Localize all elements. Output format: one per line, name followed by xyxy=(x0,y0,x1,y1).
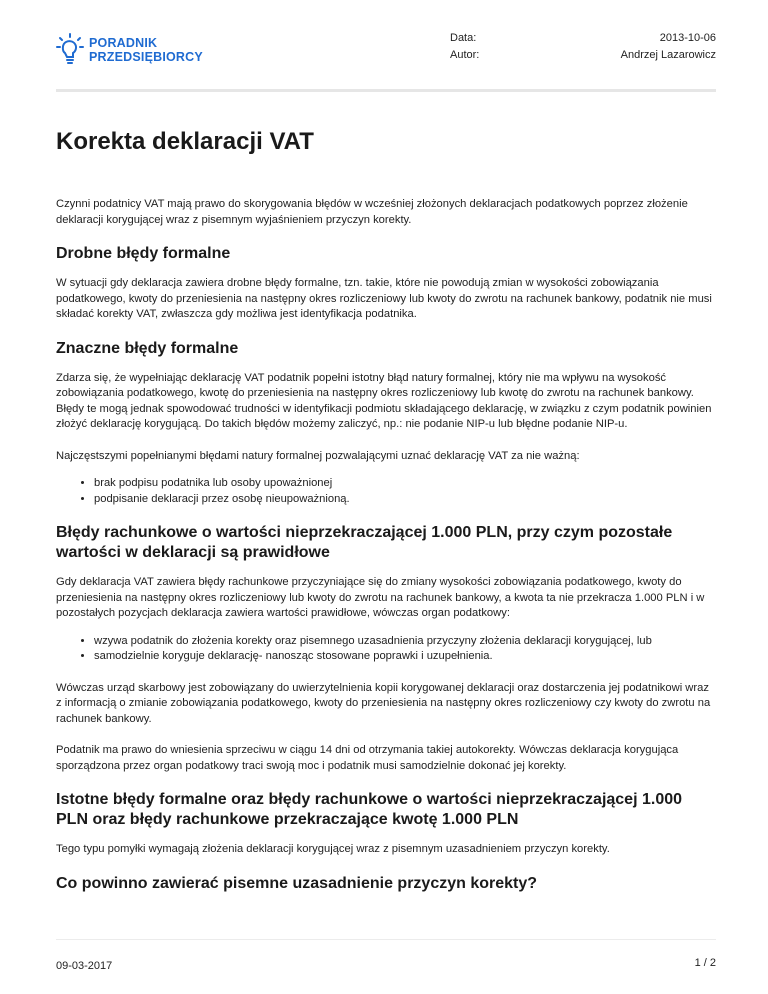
section-minor-errors xyxy=(56,244,716,323)
footer-divider xyxy=(56,939,716,940)
logo[interactable] xyxy=(56,33,203,67)
article-content xyxy=(56,127,716,906)
paragraph: Najczęstszymi popełnianymi błędami natury formalnej pozwalającymi uznać deklarację VAT za nie ważną: xyxy=(56,449,580,462)
section-heading: Błędy rachunkowe o wartości nieprzekraczającej 1.000 PLN, przy czym pozostałe wartości w deklaracji są prawidłowe xyxy=(56,524,673,561)
meta-labels xyxy=(450,30,479,64)
paragraph: W sytuacji gdy deklaracja zawiera drobne błędy formalne, tzn. takie, które nie powodują zmian w wysokości zobowiązania podatkowego, kwoty do przeniesienia na następny okres rozliczeniowy lub kwoty do zwrotu na rachunek bankowy, podatnik nie musi składać korekty VAT, zwłaszcza gdy możliwa jest identyfikacja podatnika. xyxy=(56,277,712,320)
date-label: Data: xyxy=(450,32,477,44)
page-number: 1 / 2 xyxy=(694,957,716,969)
section-justification xyxy=(56,874,716,894)
lightbulb-icon xyxy=(56,33,84,67)
author-label: Autor: xyxy=(450,49,480,61)
logo-line-2: PRZEDSIĘBIORCY xyxy=(89,50,203,64)
section-significant-errors xyxy=(56,790,716,858)
bullet-list xyxy=(56,634,716,665)
section-heading: Co powinno zawierać pisemne uzasadnienie przyczyn korekty? xyxy=(56,874,538,892)
section-heading: Drobne błędy formalne xyxy=(56,245,231,262)
paragraph: Wówczas urząd skarbowy jest zobowiązany do uwierzytelnienia kopii korygowanej deklaracji oraz dostarczenia jej podatnikowi wraz z informacją o zmianie zobowiązania podatkowego, kwoty do przeniesienia na następny okres rozliczeniowy czy kwoty do zwrotu na rachunek bankowy. xyxy=(56,681,711,725)
list-item: • samodzielnie koryguje deklarację- nanosząc stosowane poprawki i uzupełnienia. xyxy=(94,649,716,665)
section-heading: Znaczne błędy formalne xyxy=(56,339,239,357)
meta-values xyxy=(621,30,716,64)
footer-date: 09-03-2017 xyxy=(56,960,113,972)
paragraph: Podatnik ma prawo do wniesienia sprzeciwu w ciągu 14 dni od otrzymania takiej autokorekty. Wówczas deklaracja korygująca sporządzona przez organ podatkowy traci swoją moc i podatnik musi samodzielnie dokonać jej korekty. xyxy=(56,744,679,772)
list-item: • brak podpisu podatnika lub osoby upoważnionej xyxy=(94,476,716,492)
paragraph: Tego typu pomyłki wymagają złożenia deklaracji korygującej wraz z pisemnym uzasadnieniem przyczyn korekty. xyxy=(56,843,610,855)
section-calc-errors-small xyxy=(56,523,716,774)
bullet-list xyxy=(56,476,716,507)
page-title: Korekta deklaracji VAT xyxy=(56,128,314,155)
list-item: • wzywa podatnik do złożenia korekty oraz pisemnego uzasadnienia przyczyny złożenia deklaracji korygującej, lub xyxy=(94,634,716,650)
logo-text xyxy=(89,36,203,64)
logo-line-1: PORADNIK xyxy=(89,36,158,50)
date-value: 2013-10-06 xyxy=(659,32,716,44)
author-value: Andrzej Lazarowicz xyxy=(620,49,716,61)
page-header xyxy=(0,0,768,90)
list-item: • podpisanie deklaracji przez osobę nieupoważnioną. xyxy=(94,492,716,508)
paragraph: Gdy deklaracja VAT zawiera błędy rachunkowe przyczyniające się do zmiany wysokości zobowiązania podatkowego, kwoty do przeniesienia na następny okres rozliczeniowy lub kwoty do zwrotu na rachunek bankowy, a kwota ta nie przekracza 1.000 PLN i w pozostałych pozycjach deklaracja zawiera wartości prawidłowe, wówczas organ podatkowy: xyxy=(56,576,705,619)
paragraph: Zdarza się, że wypełniając deklarację VAT podatnik popełni istotny błąd natury formalnej, który nie ma wpływu na wysokość zobowiązania podatkowego, kwotę do przeniesienia na następny okres rozliczeniowy lub kwotę do zwrotu na rachunek bankowy. Błędy te mogą jednak spowodować trudności w identyfikacji podmiotu składającego deklarację, w związku z czym podatnik powinien złożyć deklarację korygującą. Do takich błędów możemy zaliczyć, np.: nie podanie NIP-u lub błędne podanie NIP-u. xyxy=(56,371,712,430)
intro-paragraph: Czynni podatnicy VAT mają prawo do skorygowania błędów w wcześniej złożonych deklaracjach podatkowych poprzez złożenie deklaracji korygującej wraz z pisemnym wyjaśnieniem przyczyn korekty. xyxy=(56,198,688,226)
header-divider xyxy=(56,89,716,92)
section-major-errors xyxy=(56,339,716,508)
section-heading: Istotne błędy formalne oraz błędy rachunkowe o wartości nieprzekraczającej 1.000 PLN oraz błędy rachunkowe przekraczające kwotę 1.000 PLN xyxy=(56,791,683,828)
